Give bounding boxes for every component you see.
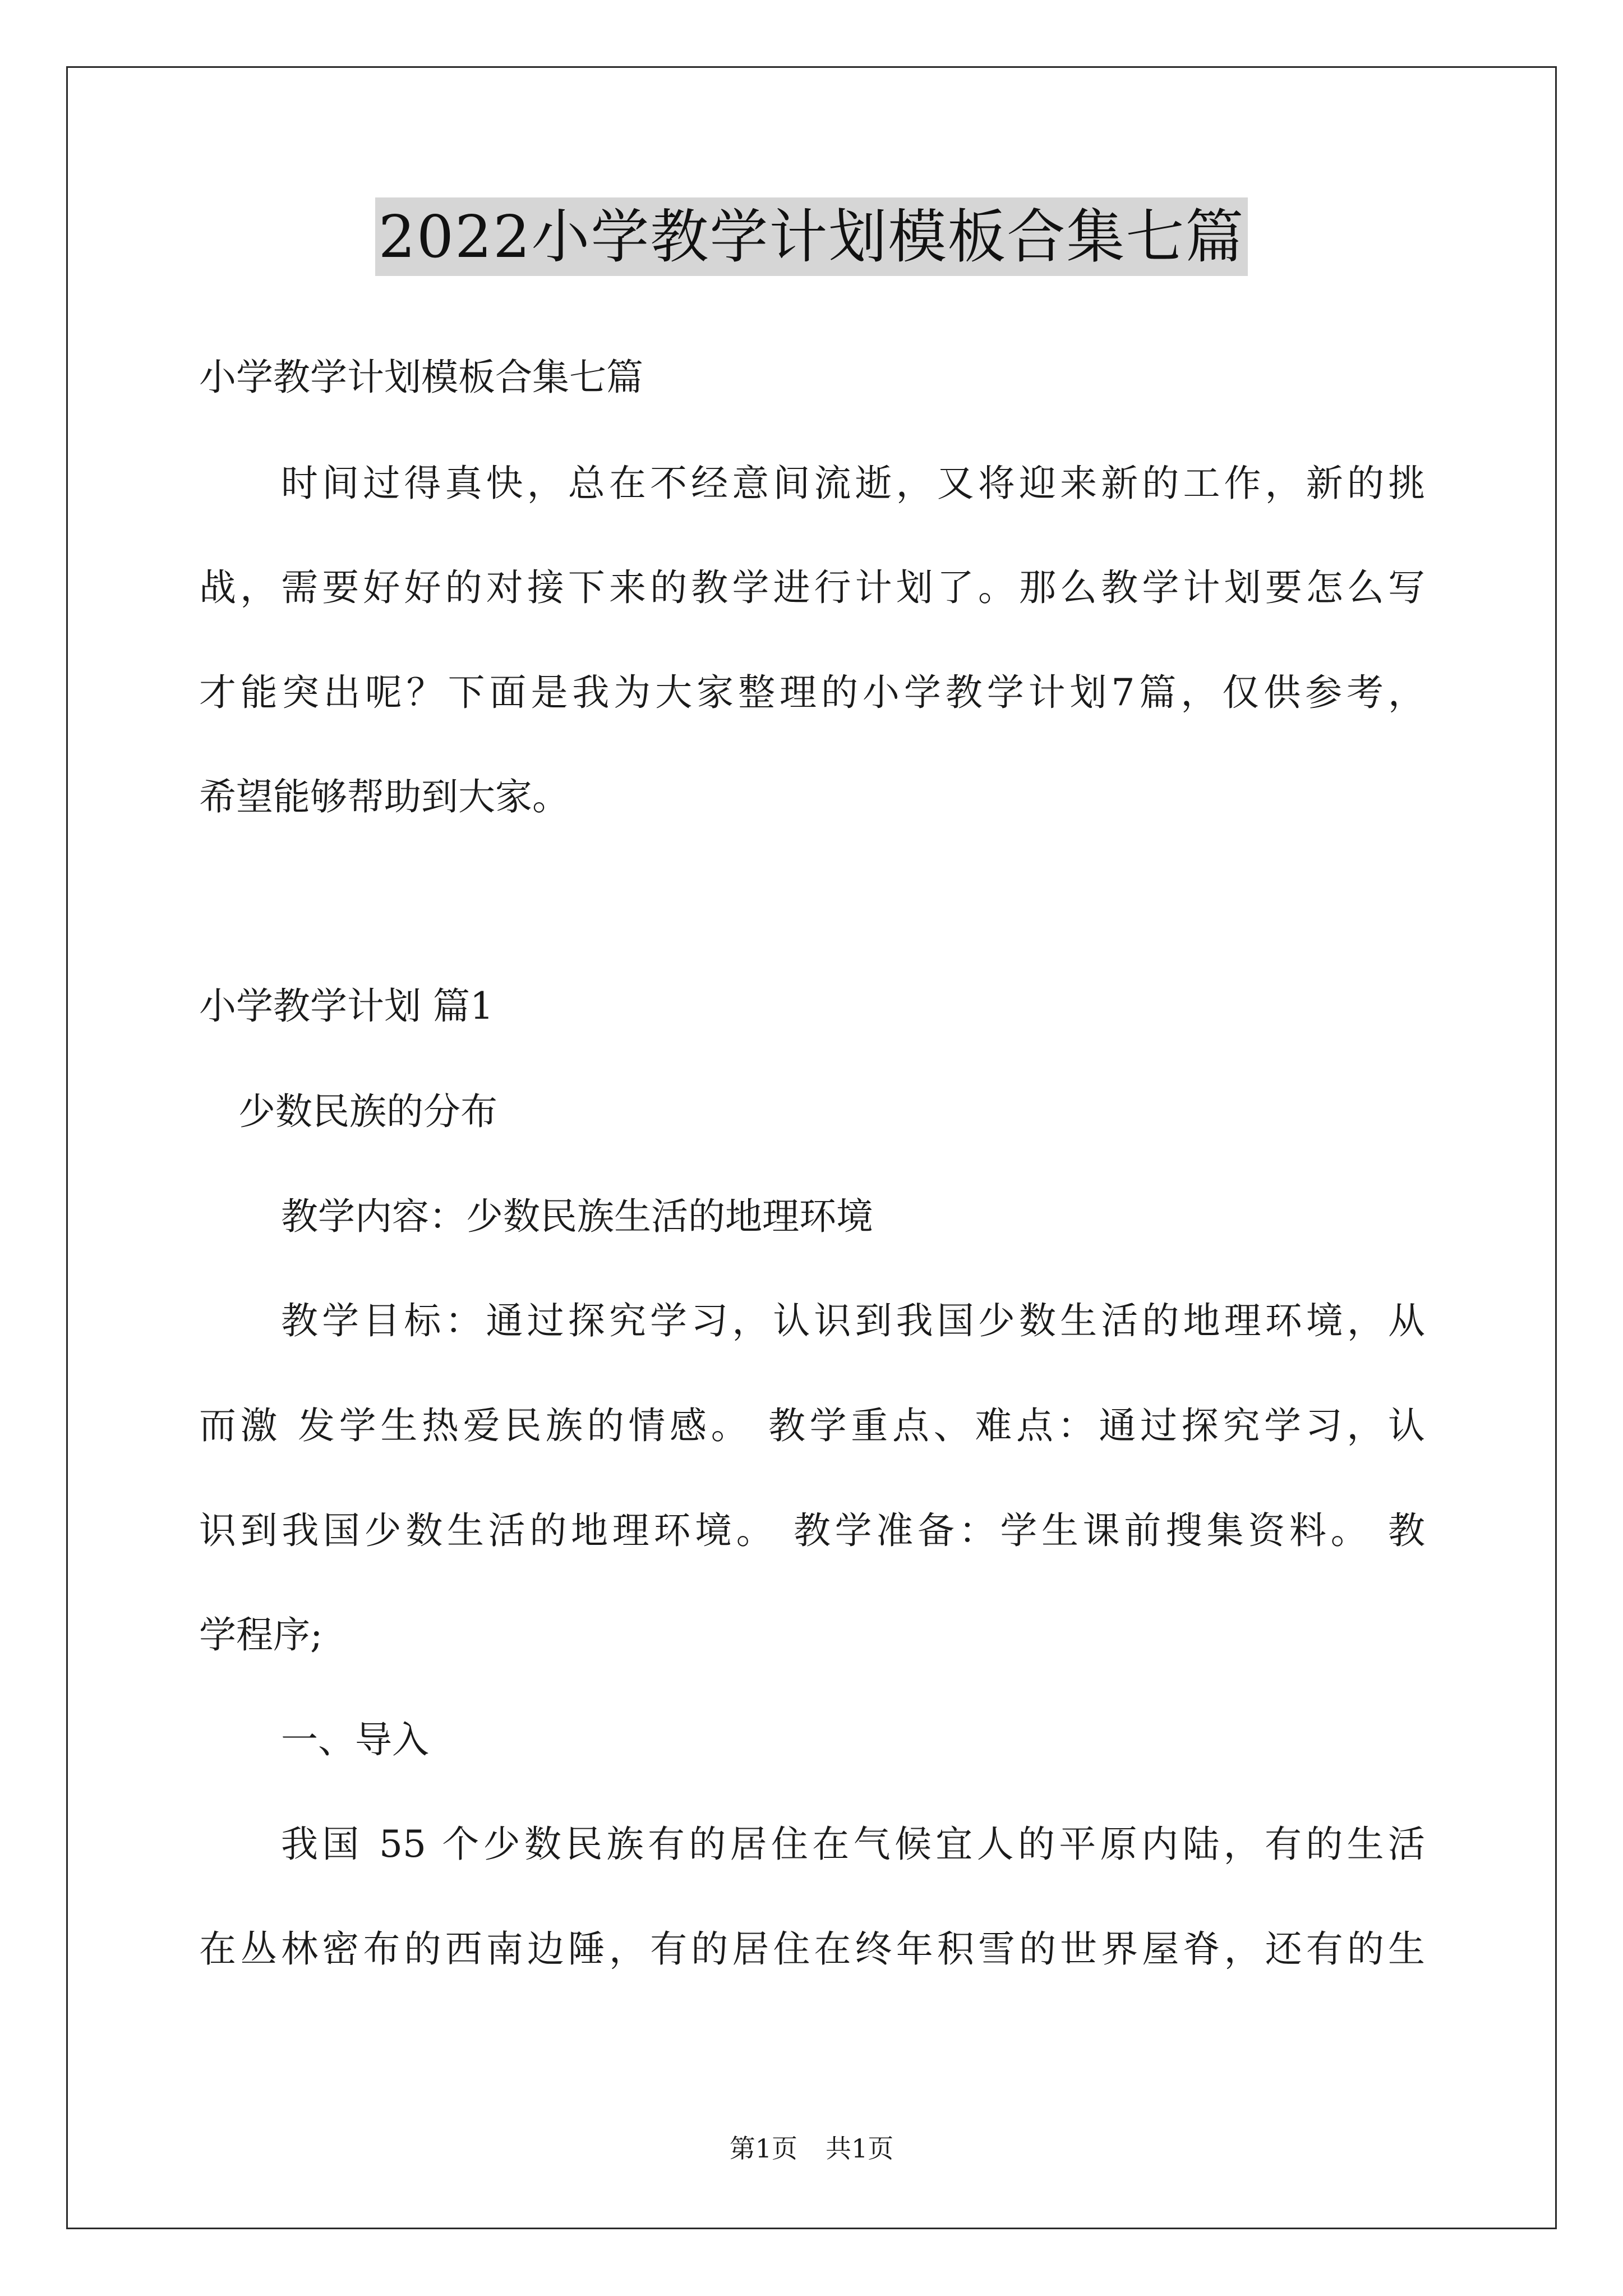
goal-line-3: 识到我国少数生活的地理环境。 教学准备：学生课前搜集资料。 教 <box>199 1509 1425 1552</box>
goal-line-4: 学程序; <box>199 1613 323 1657</box>
page-number: 第1页 <box>729 2133 797 2164</box>
step-heading: 一、导入 <box>281 1718 429 1761</box>
document-title: 2022小学教学计划模板合集七篇 <box>375 197 1248 276</box>
intro-line-2: 战，需要好好的对接下来的教学进行计划了。那么教学计划要怎么写 <box>199 566 1425 609</box>
page-total: 共1页 <box>826 2133 894 2164</box>
goal-line-1: 教学目标：通过探究学习，认识到我国少数生活的地理环境，从 <box>281 1299 1425 1342</box>
page-footer <box>0 2132 1623 2165</box>
body-line-1: 我国 55 个少数民族有的居住在气候宜人的平原内陆，有的生活 <box>281 1823 1425 1866</box>
intro-line-1: 时间过得真快，总在不经意间流逝，又将迎来新的工作，新的挑 <box>281 462 1425 505</box>
intro-line-3: 才能突出呢？下面是我为大家整理的小学教学计划7篇，仅供参考， <box>199 671 1425 714</box>
title-container <box>0 197 1623 276</box>
document-subtitle: 小学教学计划模板合集七篇 <box>199 356 643 399</box>
body-line-2: 在丛林密布的西南边陲，有的居住在终年积雪的世界屋脊，还有的生 <box>199 1927 1425 1971</box>
goal-line-2: 而激 发学生热爱民族的情感。 教学重点、难点：通过探究学习，认 <box>199 1404 1425 1447</box>
lesson-title: 少数民族的分布 <box>238 1090 497 1133</box>
section-heading: 小学教学计划 篇1 <box>199 984 494 1028</box>
intro-line-4: 希望能够帮助到大家。 <box>199 775 569 818</box>
teaching-content: 教学内容：少数民族生活的地理环境 <box>281 1195 873 1238</box>
